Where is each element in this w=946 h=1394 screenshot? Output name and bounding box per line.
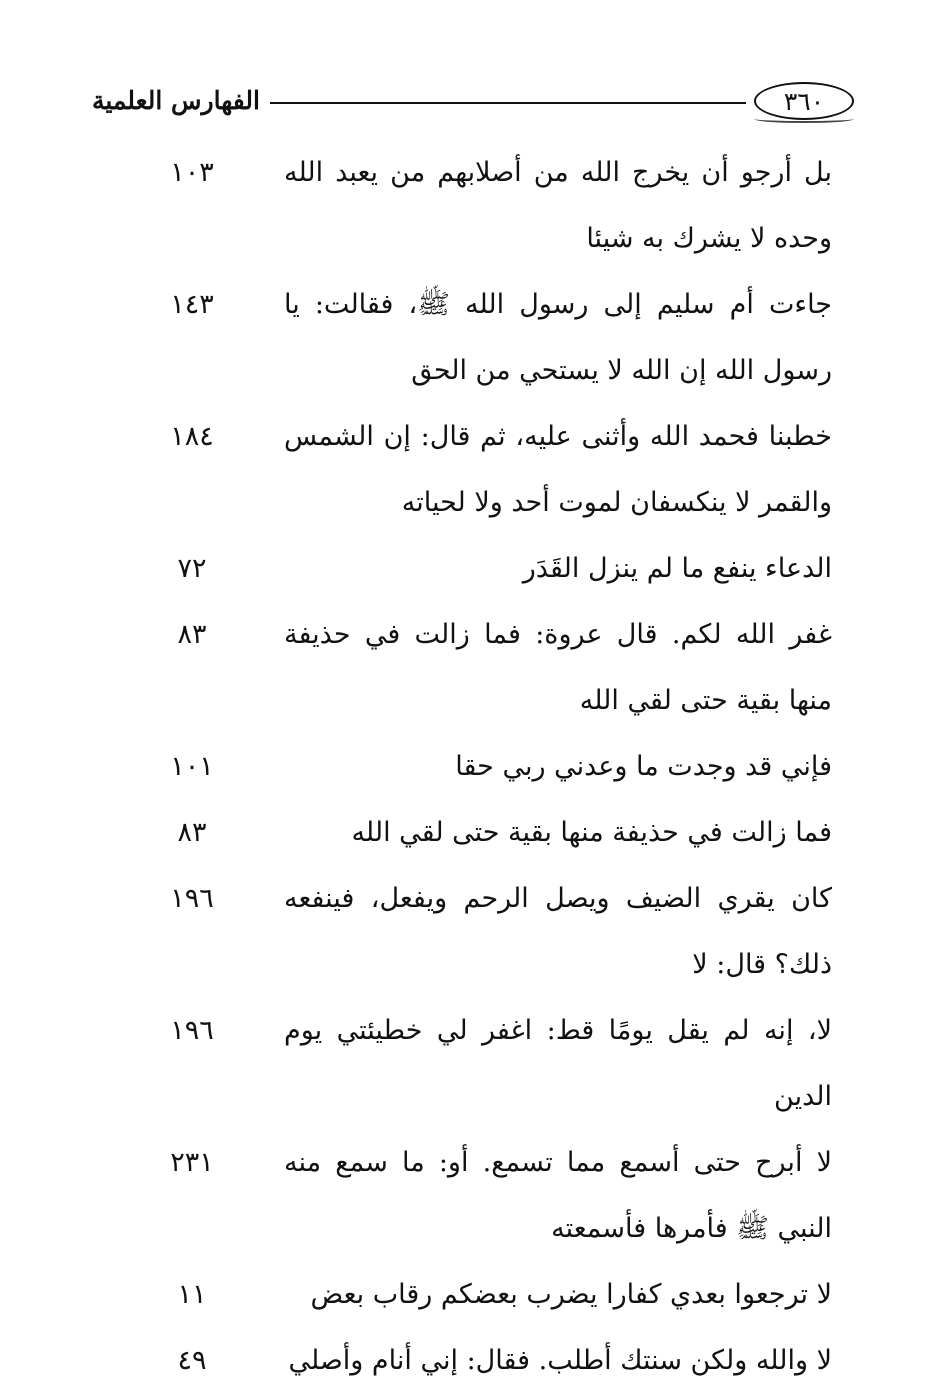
entry-text: بل أرجو أن يخرج الله من أصلابهم من يعبد الله وحده لا يشرك به شيئا	[284, 157, 832, 254]
entry-page-number: ١٨٤	[170, 421, 214, 452]
entry-text: فما زالت في حذيفة منها بقية حتى لقي الله	[351, 817, 832, 848]
entry-text: لا ترجعوا بعدي كفارا يضرب بعضكم رقاب بعض	[310, 1279, 832, 1310]
entry-text: غفر الله لكم. قال عروة: فما زالت في حذيفة منها بقية حتى لقي الله	[284, 619, 832, 716]
index-entry	[140, 1328, 840, 1394]
entry-text: لا أبرح حتى أسمع مما تسمع. أو: ما سمع منه النبي ﷺ فأمرها فأسمعته	[284, 1147, 832, 1244]
page-number: ٣٦٠	[754, 82, 854, 120]
index-entry	[140, 800, 840, 866]
entry-text: الدعاء ينفع ما لم ينزل القَدَر	[522, 553, 832, 584]
page-header	[92, 78, 854, 128]
index-entry	[140, 272, 840, 404]
index-entries	[140, 140, 840, 1394]
entry-page-number: ٧٢	[177, 553, 207, 584]
entry-text: جاءت أم سليم إلى رسول الله ﷺ، فقالت: يا رسول الله إن الله لا يستحي من الحق	[284, 289, 832, 386]
entry-page-number: ١٤٣	[170, 289, 214, 320]
index-entry	[140, 602, 840, 734]
index-entry	[140, 734, 840, 800]
entry-text: كان يقري الضيف ويصل الرحم ويفعل، فينفعه ذلك؟ قال: لا	[284, 883, 832, 980]
index-entry	[140, 866, 840, 998]
index-entry	[140, 536, 840, 602]
index-entry	[140, 140, 840, 272]
entry-page-number: ١٠١	[170, 751, 214, 782]
index-entry	[140, 1262, 840, 1328]
index-entry	[140, 998, 840, 1130]
entry-text: لا، إنه لم يقل يومًا قط: اغفر لي خطيئتي يوم الدين	[284, 1015, 832, 1112]
entry-page-number: ١٩٦	[170, 1015, 214, 1046]
header-title: الفهارس العلمية	[92, 86, 260, 115]
index-entry	[140, 404, 840, 536]
entry-text: فإني قد وجدت ما وعدني ربي حقا	[455, 751, 832, 782]
entry-text: خطبنا فحمد الله وأثنى عليه، ثم قال: إن الشمس والقمر لا ينكسفان لموت أحد ولا لحياته	[284, 421, 832, 518]
entry-page-number: ٤٩	[177, 1345, 207, 1376]
index-entry	[140, 1130, 840, 1262]
header-rule	[270, 102, 746, 104]
entry-page-number: ١١	[177, 1279, 207, 1310]
entry-page-number: ٨٣	[177, 817, 207, 848]
entry-page-number: ٢٣١	[170, 1147, 214, 1178]
entry-page-number: ١٠٣	[170, 157, 214, 188]
entry-page-number: ١٩٦	[170, 883, 214, 914]
entry-text: لا والله ولكن سنتك أطلب. فقال: إني أنام وأصلي	[288, 1345, 832, 1376]
entry-page-number: ٨٣	[177, 619, 207, 650]
